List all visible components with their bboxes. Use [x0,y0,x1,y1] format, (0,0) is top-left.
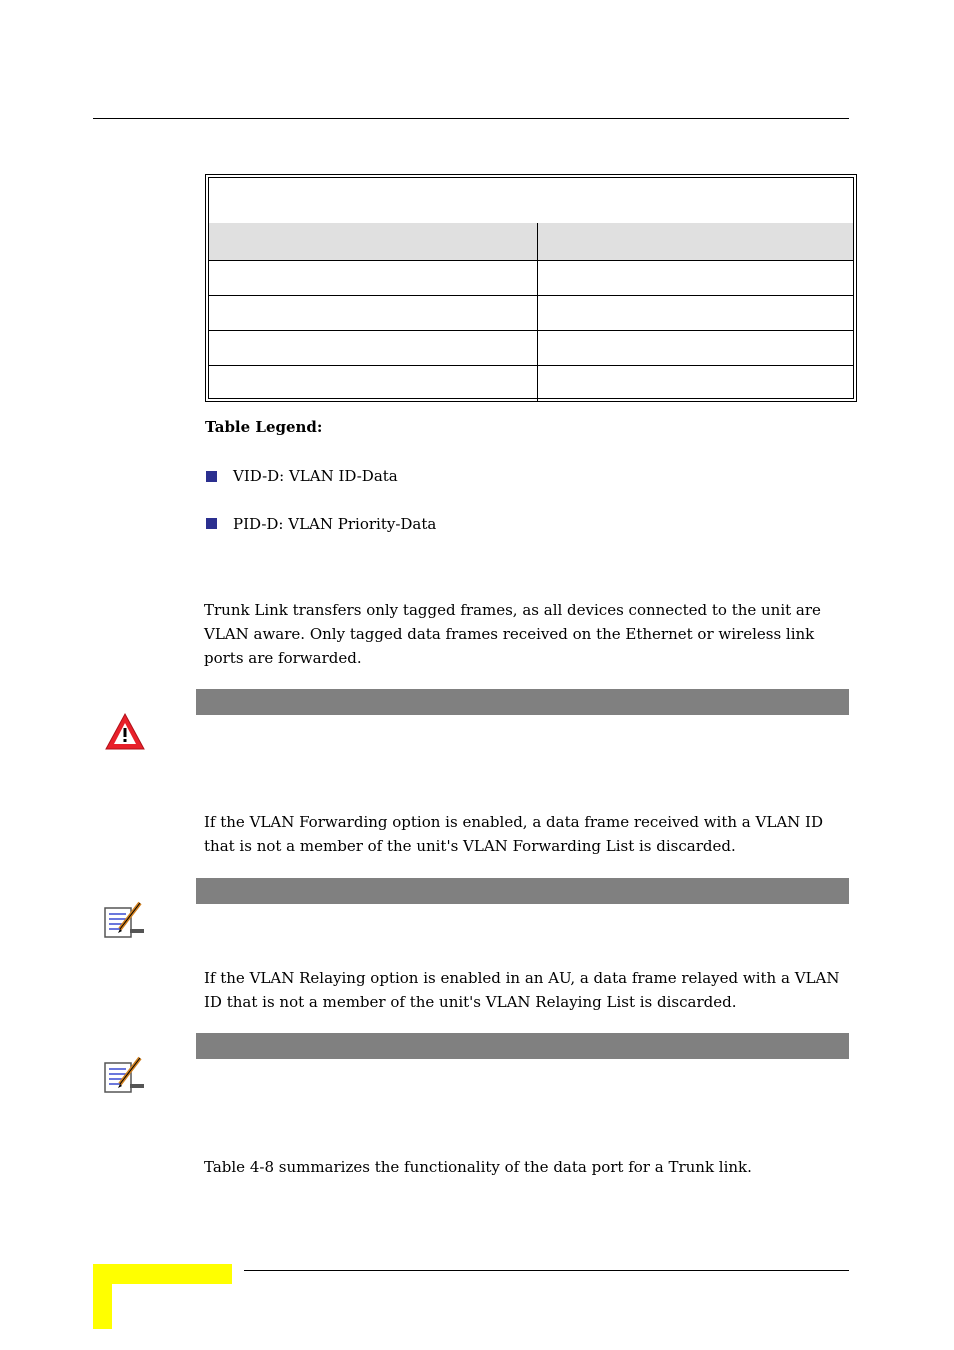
note-icon [104,1056,146,1094]
footer-rule [244,1270,849,1271]
summary-paragraph: Table 4-8 summarizes the functionality of the data port for a Trunk link. [204,1158,752,1176]
table-row [209,331,853,366]
bullet-square-icon [206,518,217,529]
table-row [209,261,853,296]
table-title-row [209,178,853,224]
trunk-link-paragraph: Trunk Link transfers only tagged frames, as all devices connected to the unit are VLAN aware. Only tagged data frames received on the Ethernet or wireless link ports are forwarded. [204,601,821,667]
header-rule [93,118,849,119]
note-icon [104,901,146,939]
footer-highlight [93,1264,232,1284]
table-row [209,296,853,331]
warning-bar [196,689,849,715]
footer-highlight-tab [93,1264,112,1329]
vlan-table [205,174,857,402]
vlan-relaying-paragraph: If the VLAN Relaying option is enabled in an AU, a data frame relayed with a VLAN ID that is not a member of the unit's VLAN Relaying List is discarded. [204,969,840,1011]
legend-item: PID-D: VLAN Priority-Data [233,515,437,533]
table-legend-title: Table Legend: [205,418,323,436]
vlan-forwarding-paragraph: If the VLAN Forwarding option is enabled, a data frame received with a VLAN ID that is not a member of the unit's VLAN Forwarding List is discarded. [204,813,823,855]
warning-icon [104,712,146,752]
legend-item: VID-D: VLAN ID-Data [233,467,398,485]
note-bar [196,1033,849,1059]
note-bar [196,878,849,904]
table-header-row [209,223,853,261]
bullet-square-icon [206,471,217,482]
table-row [209,366,853,401]
